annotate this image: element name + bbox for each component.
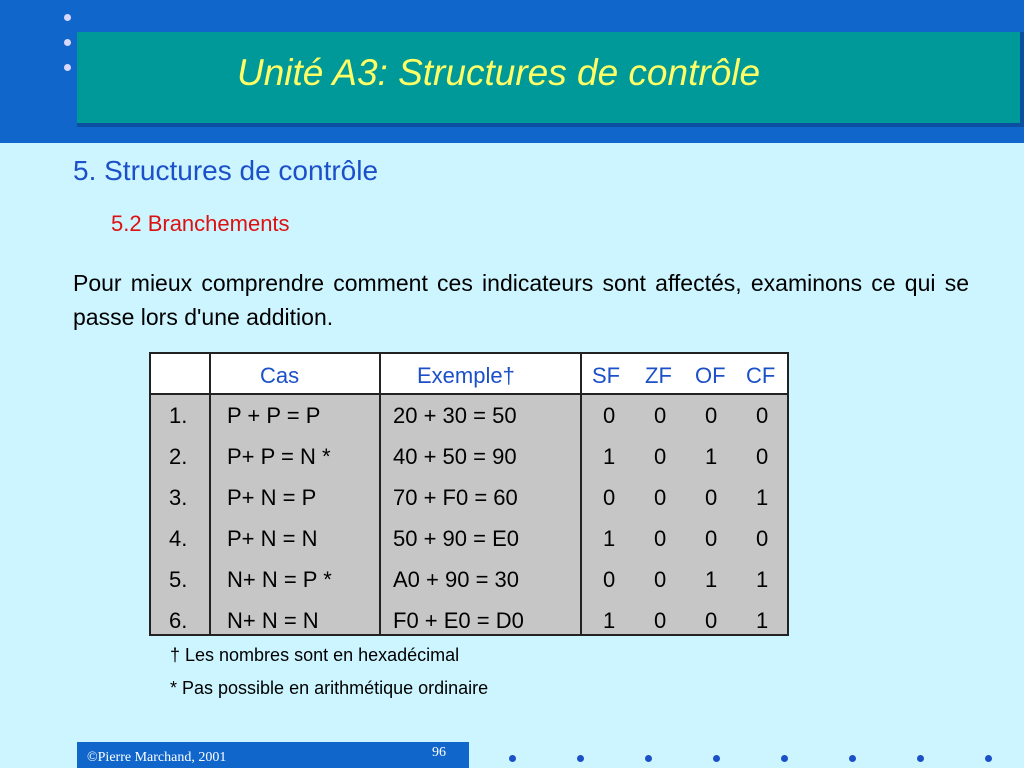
slide-title: Unité A3: Structures de contrôle (237, 52, 761, 93)
table-cell-cf: 1 (756, 567, 769, 592)
table-cell-cf: 0 (756, 526, 769, 551)
header-sf: SF (592, 363, 621, 388)
table-cell-cas: P + P = P (227, 403, 321, 428)
table-cell-zf: 0 (654, 485, 667, 510)
flags-table (149, 352, 789, 636)
table-cell-sf: 0 (603, 567, 616, 592)
bullet-dot (64, 64, 71, 71)
table-cell-zf: 0 (654, 444, 667, 469)
table-cell-cf: 0 (756, 444, 769, 469)
table-cell-num: 1. (169, 403, 188, 428)
table-cell-cas: P+ N = N (227, 526, 318, 551)
table-cell-cas: P+ P = N * (227, 444, 331, 469)
bullet-dot (917, 755, 924, 762)
bullet-dot (509, 755, 516, 762)
header-cf: CF (746, 363, 776, 388)
table-cell-sf: 0 (603, 403, 616, 428)
table-cell-num: 6. (169, 608, 188, 633)
table-cell-zf: 0 (654, 608, 667, 633)
header-of: OF (695, 363, 726, 388)
table-cell-cf: 1 (756, 485, 769, 510)
bullet-dot (64, 39, 71, 46)
table-cell-of: 1 (705, 567, 718, 592)
bullet-dot (713, 755, 720, 762)
table-cell-of: 1 (705, 444, 718, 469)
table-cell-exemple: F0 + E0 = D0 (393, 608, 524, 633)
header-zf: ZF (645, 363, 672, 388)
table-cell-exemple: 40 + 50 = 90 (393, 444, 517, 469)
column-divider (209, 354, 211, 634)
table-cell-num: 4. (169, 526, 188, 551)
table-cell-exemple: A0 + 90 = 30 (393, 567, 519, 592)
table-cell-cas: P+ N = P (227, 485, 317, 510)
table-cell-sf: 1 (603, 444, 616, 469)
table-cell-num: 2. (169, 444, 188, 469)
table-cell-of: 0 (705, 608, 718, 633)
table-cell-cas: N+ N = N (227, 608, 319, 633)
title-box (77, 32, 1024, 127)
section-heading: 5. Structures de contrôle (73, 155, 379, 186)
bullet-dot (849, 755, 856, 762)
table-cell-cas: N+ N = P * (227, 567, 332, 592)
arith-footnote: * Pas possible en arithmétique ordinaire (170, 678, 489, 698)
table-cell-of: 0 (705, 403, 718, 428)
table-cell-of: 0 (705, 526, 718, 551)
bullet-dot (781, 755, 788, 762)
bullet-dot (645, 755, 652, 762)
header-cas: Cas (260, 363, 300, 388)
intro-paragraph: Pour mieux comprendre comment ces indicateurs sont affectés, examinons ce qui se passe lors d'une addition. (73, 270, 969, 330)
table-cell-of: 0 (705, 485, 718, 510)
page-number: 96 (432, 745, 446, 760)
column-divider (379, 354, 381, 634)
table-cell-zf: 0 (654, 403, 667, 428)
table-cell-exemple: 70 + F0 = 60 (393, 485, 518, 510)
bullet-dot (64, 14, 71, 21)
table-cell-sf: 1 (603, 526, 616, 551)
bullet-dot (985, 755, 992, 762)
table-cell-cf: 1 (756, 608, 769, 633)
header-exemple: Exemple† (417, 363, 515, 388)
table-cell-exemple: 20 + 30 = 50 (393, 403, 517, 428)
table-cell-zf: 0 (654, 567, 667, 592)
table-cell-num: 3. (169, 485, 188, 510)
table-cell-sf: 1 (603, 608, 616, 633)
table-cell-cf: 0 (756, 403, 769, 428)
column-divider (580, 354, 582, 634)
table-cell-zf: 0 (654, 526, 667, 551)
hex-footnote: † Les nombres sont en hexadécimal (170, 645, 460, 665)
table-cell-sf: 0 (603, 485, 616, 510)
copyright: ©Pierre Marchand, 2001 (87, 750, 227, 765)
table-cell-num: 5. (169, 567, 188, 592)
table-cell-exemple: 50 + 90 = E0 (393, 526, 519, 551)
subsection-heading: 5.2 Branchements (111, 211, 290, 236)
bullet-dot (577, 755, 584, 762)
